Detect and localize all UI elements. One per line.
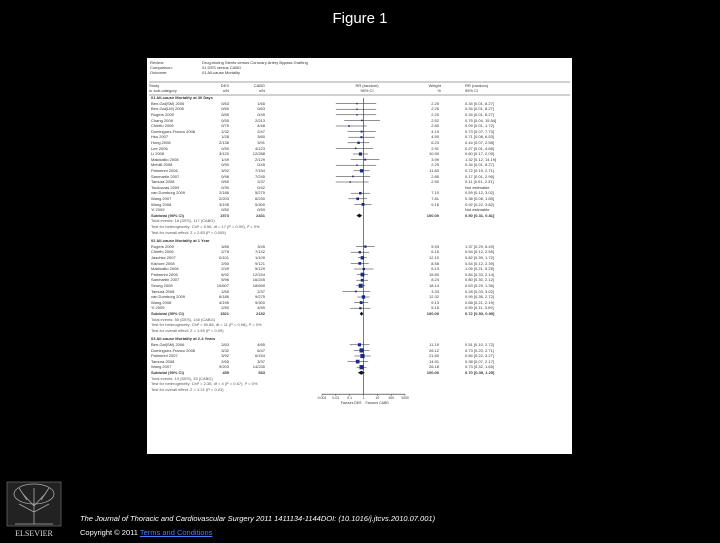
cabg-events: 12/288 — [252, 151, 265, 157]
rr-ci-value: 0.75 [0.04, 15.54] — [465, 117, 497, 123]
rr-ci-value: 0.34 [0.01, 8.27] — [465, 162, 494, 168]
weight-value: 12.10 — [428, 255, 439, 260]
des-events: 1521 — [220, 311, 229, 316]
rr-ci-value: 0.54 [0.12, 2.55] — [465, 249, 494, 255]
rr-ci-value: 0.82 [0.39, 1.72] — [465, 255, 494, 260]
study-name: Hong 2008 — [151, 140, 171, 145]
des-events: 3/32 — [221, 347, 229, 353]
weight-value: 6.23 — [431, 140, 439, 145]
des-events: 3/120 — [218, 151, 229, 157]
cabg-events: 0/42 — [257, 184, 265, 190]
rr-ci-value: Not estimable — [465, 207, 490, 213]
des-events: 2/75 — [221, 249, 229, 255]
des-events: 0/65 — [221, 112, 229, 117]
elsevier-logo — [5, 480, 63, 538]
cabg-events: 0/63 — [257, 106, 265, 112]
column-header-study: Study or sub-category — [149, 83, 177, 93]
cabg-events: 6/47 — [257, 347, 265, 353]
des-events: 0/96 — [221, 173, 229, 179]
weight-value: 2.85 — [431, 173, 439, 179]
des-events: 0/65 — [221, 179, 229, 185]
terms-link[interactable]: Terms and Conditions — [139, 528, 213, 537]
cabg-events: 4/48 — [257, 123, 265, 129]
des-events: 1/65 — [221, 288, 229, 294]
weight-value: 6.15 — [431, 249, 439, 255]
cabg-events: 9/300 — [254, 299, 265, 305]
header-value: Drug-eluting Stents versus Coronary Artery Bypass Grafting — [202, 60, 308, 65]
study-name: Li 2008 — [151, 151, 165, 157]
des-events: 0/60 — [221, 106, 229, 112]
study-name: Sanmartin 2007 — [151, 173, 180, 179]
copyright-prefix: Copyright © 2011 — [80, 528, 140, 537]
des-events: 0/101 — [218, 255, 229, 260]
weight-value: 15.80 — [428, 271, 439, 277]
study-name: Tamura 2008 — [151, 179, 175, 185]
study-name: Makikallio 2008 — [151, 156, 179, 162]
study-name: Palmerini 2006 — [151, 271, 178, 277]
cabg-events: 5/300 — [254, 201, 265, 207]
study-name: Dominguez-Franco 2008 — [151, 347, 196, 353]
des-events: 1573 — [220, 212, 229, 218]
cabg-events: 2/37 — [257, 179, 265, 185]
weight-value: 100.00 — [426, 212, 439, 218]
weight-value: 2.52 — [431, 117, 439, 123]
column-header-rr_random: RR (random) 95% CI — [355, 83, 379, 93]
weight-value: 10.90 — [428, 151, 439, 157]
weight-value: 2.25 — [431, 162, 439, 168]
study-name: Palmerini 2006 — [151, 168, 178, 173]
rr-ci-value: 0.60 [0.17, 2.09] — [465, 151, 494, 157]
column-header-rr_ci: RR (random) 95% CI — [465, 83, 489, 93]
cabg-events: 6/154 — [254, 353, 265, 359]
rr-ci-value: 0.84 [0.22, 3.27] — [465, 353, 494, 359]
weight-value: 8.58 — [431, 260, 439, 266]
des-events: 3/92 — [221, 168, 229, 173]
weight-value: 2.25 — [431, 112, 439, 117]
study-name: Chieffo 2006 — [151, 123, 174, 129]
des-events: 4/195 — [218, 299, 229, 305]
cabg-events: 1/65 — [257, 100, 265, 106]
cabg-events: 4/65 — [257, 342, 265, 347]
rr-ci-value: 0.38 [0.07, 2.17] — [465, 358, 494, 364]
x-tick-label: 10 — [375, 396, 380, 401]
rr-ci-value: Not estimable — [465, 184, 490, 190]
weight-value: 18.14 — [428, 283, 439, 288]
rr-ci-value: 0.71 [0.08, 6.53] — [465, 134, 494, 140]
study-name: Seung 2008 — [151, 283, 173, 288]
section-title: 03 All-cause Mortality at 2-4 Years — [151, 336, 216, 342]
des-events: 1/28 — [221, 134, 229, 140]
study-name: Ben-Gal(SM) 2006 — [151, 100, 185, 106]
cabg-events: 18/690 — [252, 283, 265, 288]
cabg-events: 0/59 — [257, 207, 265, 213]
study-name: Subtotal (95% CI) — [151, 212, 184, 218]
rr-ci-value: 0.34 [0.01, 8.27] — [465, 112, 494, 117]
weight-value: 3.33 — [431, 288, 439, 294]
rr-ci-value: 0.11 [0.01, 2.31] — [465, 179, 494, 185]
des-events: 2/50 — [221, 305, 229, 311]
page-title: Figure 1 — [332, 10, 388, 27]
weight-value: 21.60 — [428, 353, 439, 359]
study-name: Yi 2009 — [151, 207, 165, 213]
des-events: 0/50 — [221, 207, 229, 213]
weight-value: 7.10 — [431, 190, 439, 196]
weight-value: 11.83 — [429, 168, 439, 173]
study-name: Kishore 2008 — [151, 260, 175, 266]
weight-value: 26.12 — [428, 347, 439, 353]
study-name: Hsu 2007 — [151, 134, 169, 140]
cabg-events: 3/91 — [257, 140, 265, 145]
rr-ci-value: 0.09 [0.01, 1.72] — [465, 123, 494, 129]
rr-ci-value: 1.37 [0.29, 6.49] — [465, 243, 494, 249]
rr-ci-value: 0.34 [0.01, 8.27] — [465, 100, 494, 106]
des-events: 2/50 — [221, 260, 229, 266]
x-tick-label: 0.1 — [347, 396, 353, 401]
footnote-text: Test for heterogeneity: Chi² = 5.56, df = 17 (P = 0.99), I² = 0% — [151, 224, 260, 229]
cabg-events: 2/37 — [257, 288, 265, 294]
cabg-events: 533 — [258, 370, 265, 375]
figure-header-line — [150, 70, 240, 75]
cabg-events: 7/142 — [254, 249, 265, 255]
study-name: Subtotal (95% CI) — [151, 370, 184, 375]
cabg-events: 9/275 — [254, 294, 265, 300]
rr-ci-value: 0.68 [0.21, 2.19] — [465, 299, 494, 305]
study-name: Rogers 2009 — [151, 112, 174, 117]
copyright-text — [80, 528, 212, 537]
rr-ci-value: 0.59 [0.12, 3.02] — [465, 190, 494, 196]
rr-ci-value: 0.27 [0.01, 4.85] — [465, 145, 494, 151]
footnote-text: Test for heterogeneity: Chi² = 50.88, df = 11 (P = 0.98), I² = 0% — [151, 322, 262, 328]
weight-value: 14.91 — [428, 358, 439, 364]
header-key: Review: — [150, 60, 165, 65]
footnote-text: Total events: 55 (DES), 140 (CABG) — [151, 316, 216, 322]
rr-ci-value: 1.32 [0.12, 14.19] — [465, 156, 497, 162]
cabg-events: 3/60 — [257, 134, 265, 140]
des-events: 2/203 — [218, 196, 229, 201]
cabg-events: 7/245 — [254, 173, 265, 179]
header-key: Outcome: — [150, 70, 168, 75]
weight-value: 100.00 — [426, 370, 439, 375]
study-name: Palmerini 2007 — [151, 353, 178, 359]
study-name: Wang 2008 — [151, 299, 172, 305]
rr-ci-value: 0.73 [0.20, 2.71] — [465, 347, 494, 353]
des-events: 3/195 — [218, 201, 229, 207]
study-name: Wang 2007 — [151, 196, 172, 201]
study-name: Lee 2006 — [151, 145, 168, 151]
des-events: 2/65 — [221, 358, 229, 364]
weight-value: 12.32 — [428, 294, 439, 300]
weight-value: 3.99 — [431, 156, 439, 162]
cabg-events: 2/213 — [254, 117, 265, 123]
cabg-events: 9/121 — [254, 260, 265, 266]
footnote-text: Total events: 18 (DES), 117 (CABG) — [151, 218, 215, 224]
weight-value: 2.50 — [431, 179, 439, 185]
x-tick-label: 1 — [362, 396, 365, 401]
des-events: 3/92 — [221, 353, 229, 359]
rr-ci-value: 0.50 [0.31, 0.81] — [465, 212, 495, 218]
header-value: 01 All-cause Mortality — [202, 70, 241, 75]
logo-text: ELSEVIER — [15, 529, 53, 538]
study-name: Rogers 2009 — [151, 243, 174, 249]
rr-ci-value: 0.17 [0.01, 2.95] — [465, 173, 494, 179]
study-name: Sanmartin 2007 — [151, 277, 180, 283]
weight-value: 6.13 — [431, 266, 439, 272]
study-name: van Domburg 2009 — [151, 190, 186, 196]
des-events: 1/49 — [221, 156, 229, 162]
rr-ci-value: 0.72 [0.53, 0.99] — [465, 311, 495, 316]
study-name: Chieffo 2006 — [151, 249, 174, 255]
cabg-events: 2/47 — [257, 128, 265, 134]
column-header-cabg: CABG n/N — [253, 83, 265, 93]
des-events: 2/138 — [218, 140, 229, 145]
cabg-events: 4/123 — [254, 145, 265, 151]
footnote-text: Test for heterogeneity: Chi² = 2.35, df = 4 (P = 0.67), I² = 0% — [151, 381, 258, 387]
des-events: 2/49 — [221, 266, 229, 272]
section-title: 02 All-cause Mortality at 1 Year — [151, 238, 210, 244]
column-header-des: DES n/N — [220, 83, 229, 93]
column-header-weight: Weight % — [428, 83, 441, 93]
cabg-events: 12/154 — [252, 271, 265, 277]
des-events: 0/50 — [221, 162, 229, 168]
favours-des-label: Favours DES — [340, 401, 362, 406]
footnote-text: Test for overall effect: Z = 1.21 (P = 0.23) — [151, 386, 224, 392]
study-name: Jaschke 2007 — [151, 255, 176, 260]
weight-value: 2.25 — [431, 106, 439, 112]
weight-value: 26.18 — [428, 364, 439, 370]
weight-value: 4.50 — [431, 134, 439, 140]
cabg-events: 5/275 — [254, 190, 265, 196]
weight-value: 11.19 — [429, 342, 439, 347]
rr-ci-value: 0.84 [0.33, 2.14] — [465, 271, 494, 277]
study-name: van Domburg 2009 — [151, 294, 186, 300]
cabg-events: 14/230 — [252, 364, 265, 370]
cabg-events: 1/109 — [254, 255, 265, 260]
des-events: 6/186 — [218, 294, 229, 300]
study-name: Tamura 2008 — [151, 288, 175, 294]
footnote-text: Test for overall effect: Z = 2.83 (P = 0.005) — [151, 229, 226, 235]
rr-ci-value: 0.99 [0.36, 2.72] — [465, 294, 494, 300]
cabg-events: 3/37 — [257, 358, 265, 364]
rr-ci-value: 0.54 [0.12, 2.39] — [465, 260, 494, 266]
weight-value: 8.24 — [431, 277, 439, 283]
cabg-events: 4/59 — [257, 305, 265, 311]
footnote-text: Total events: 19 (DES), 33 (CABG) — [151, 375, 213, 381]
des-events: 5/96 — [221, 277, 229, 283]
study-name: Chang 2008 — [151, 117, 173, 123]
des-events: 1/32 — [221, 128, 229, 134]
des-events: 9/203 — [218, 364, 229, 370]
rr-ci-value: 0.92 [0.22, 3.82] — [465, 201, 494, 207]
rr-ci-value: 0.63 [0.29, 1.36] — [465, 283, 494, 288]
header-key: Comparison: — [150, 65, 173, 70]
study-name: Dominguez-Franco 2008 — [151, 128, 196, 134]
citation-text: The Journal of Thoracic and Cardiovascular Surgery 2011 1411134-1144DOI: (10.1016/j.jtcvs.2010.07.001) — [80, 514, 436, 523]
des-events: 2/186 — [218, 190, 229, 196]
rr-ci-value: 0.51 [0.10, 2.72] — [465, 342, 494, 347]
weight-value: 5.15 — [431, 305, 439, 311]
study-name: Ben-Gal(LM) 2006 — [151, 106, 184, 112]
weight-value: 2.80 — [431, 123, 439, 129]
weight-value: 9.13 — [431, 299, 439, 305]
rr-ci-value: 0.28 [0.03, 3.02] — [465, 288, 494, 294]
rr-ci-value: 0.44 [0.07, 2.58] — [465, 140, 494, 145]
study-name: Yi 2009 — [151, 305, 165, 311]
rr-ci-value: 0.70 [0.39, 1.25] — [465, 370, 495, 375]
weight-value: 9.16 — [431, 201, 439, 207]
des-events: 2/63 — [221, 342, 229, 347]
cabg-events: 7/154 — [254, 168, 265, 173]
rr-ci-value: 1.05 [0.21, 5.25] — [465, 266, 494, 272]
header-value: 01 DES versus CABG — [202, 65, 242, 70]
cabg-events: 3/45 — [257, 243, 265, 249]
study-name: Makikallio 2008 — [151, 266, 179, 272]
rr-ci-value: 0.38 [0.08, 1.85] — [465, 196, 494, 201]
weight-value: 2.91 — [431, 145, 439, 151]
forest-plot-figure — [147, 58, 572, 454]
des-events: 0/63 — [221, 100, 229, 106]
study-name: Mehilli 2008 — [151, 162, 173, 168]
study-name: Subtotal (95% CI) — [151, 311, 184, 316]
des-events: 3/65 — [221, 243, 229, 249]
study-name: Ben-Gal(SM) 2006 — [151, 342, 185, 347]
section-title: 01 All-cause Mortality at 30 Days — [151, 95, 213, 101]
des-events: 0/30 — [221, 184, 229, 190]
cabg-events: 2431 — [256, 212, 265, 218]
rr-ci-value: 0.34 [0.01, 8.27] — [465, 106, 494, 112]
weight-value: 100.00 — [426, 311, 439, 316]
rr-ci-value: 0.59 [0.11, 3.09] — [465, 305, 494, 311]
cabg-events: 2152 — [256, 311, 265, 316]
x-tick-label: 100 — [388, 396, 395, 401]
cabg-events: 6/230 — [254, 196, 265, 201]
footnote-text: Test for overall effect: Z = 1.69 (P = 0.09) — [151, 327, 224, 333]
study-name: Wang 2008 — [151, 201, 172, 207]
x-tick-label: 0.01 — [332, 396, 340, 401]
x-tick-label: 1000 — [401, 396, 409, 401]
cabg-events: 5/129 — [254, 266, 265, 272]
des-events: 6/92 — [221, 271, 229, 277]
rr-ci-value: 0.73 [0.07, 7.73] — [465, 128, 494, 134]
rr-ci-value: 0.72 [0.19, 2.71] — [465, 168, 494, 173]
des-events: 455 — [222, 370, 229, 375]
cabg-events: 2/129 — [254, 156, 265, 162]
favours-cabg-label: Favours CABG — [365, 401, 390, 406]
rr-ci-value: 0.80 [0.30, 2.12] — [465, 277, 494, 283]
des-events: 0/50 — [221, 145, 229, 151]
weight-value: 5.93 — [431, 243, 439, 249]
cabg-events: 0/45 — [257, 162, 265, 168]
cabg-events: 0/45 — [257, 112, 265, 117]
rr-ci-value: 0.73 [0.32, 1.65] — [465, 364, 494, 370]
study-name: Tamura 2008 — [151, 358, 175, 364]
weight-value: 2.25 — [431, 100, 439, 106]
des-events: 0/55 — [221, 117, 229, 123]
x-tick-label: 0.001 — [317, 396, 327, 401]
des-events: 0/75 — [221, 123, 229, 129]
cabg-events: 16/245 — [252, 277, 265, 283]
weight-value: 4.10 — [431, 128, 439, 134]
des-events: 10/607 — [216, 283, 229, 288]
study-name: Wang 2007 — [151, 364, 172, 370]
study-name: Toutouzas 2009 — [151, 184, 180, 190]
weight-value: 7.81 — [431, 196, 439, 201]
